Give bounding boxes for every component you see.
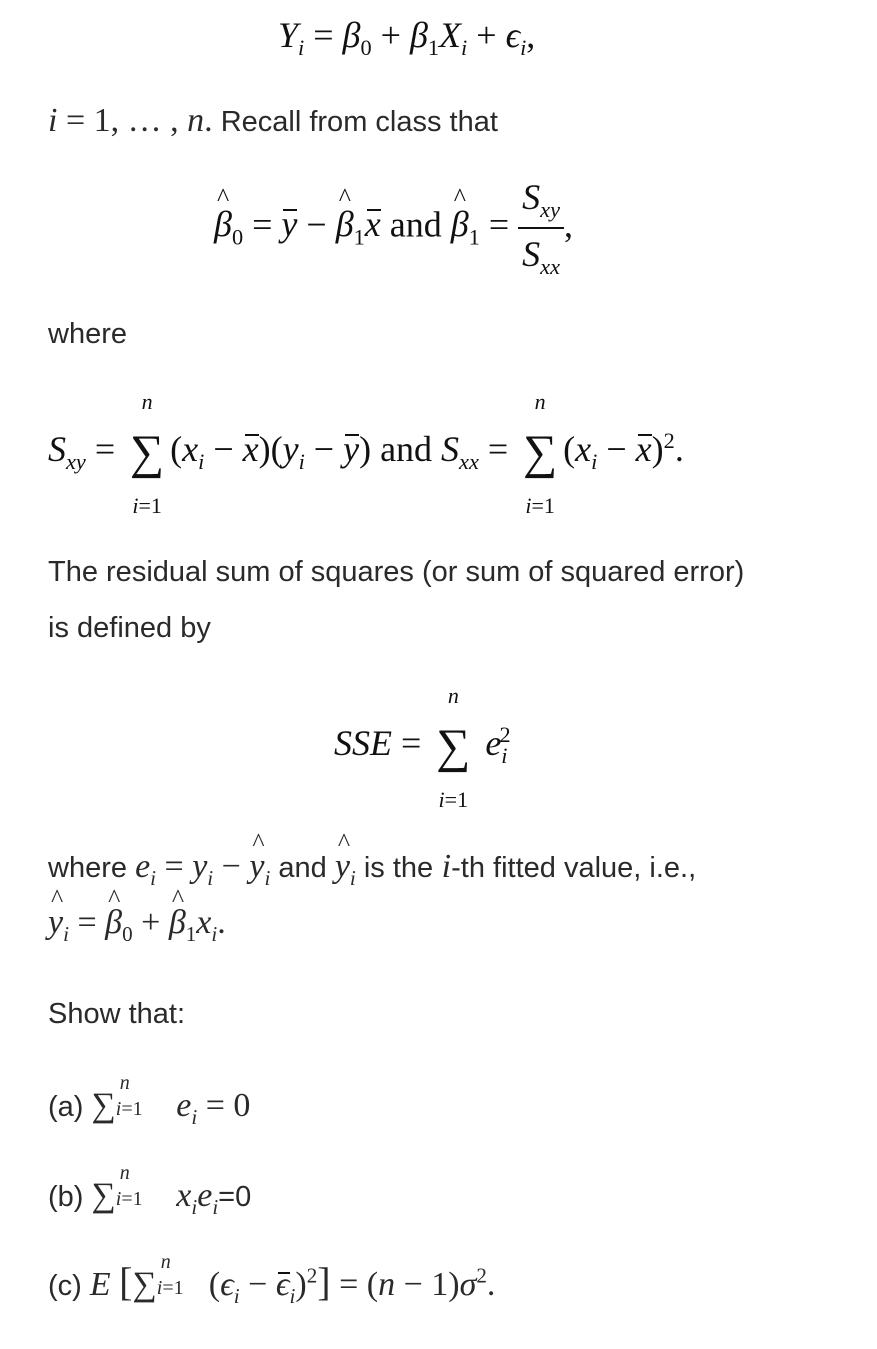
equation-sums: $S_{xy}$ = n ∑ i=1 $(x_i - x)(y_i - y)$ and $S_{xx}$ = n ∑ i=1 $(x_i - x)^2$. (48, 388, 684, 518)
part-b: (b) ∑ n i=1 $x_ie_i=0$ (48, 1162, 252, 1219)
part-a: (a) ∑ n i=1 $e_i = 0$ (48, 1072, 251, 1129)
residual-definition: where $e_i = y_i$ − ^ $y_i$ and ^ $y_i$ is the i-th fitted value, i.e., (48, 848, 696, 891)
rss-paragraph-line-1: The residual sum of squares (or sum of squared error) (48, 556, 745, 588)
part-c: (c) E [∑ n i=1 $(\epsilon_i - \epsilon_i)^2] = (n - 1)\sigma^2$. (48, 1251, 496, 1308)
rss-paragraph-line-2: is defined by (48, 612, 211, 644)
show-that-label: Show that: (48, 998, 186, 1030)
sum-symbol: n ∑ i=1 (523, 388, 558, 518)
sum-symbol: n ∑ i=1 (130, 388, 165, 518)
recall-text: Recall from class that (220, 106, 498, 138)
where-label: where (48, 318, 127, 350)
residual-where: where (48, 852, 127, 884)
fraction-sxy-sxx: $\frac{S_{xy}}{S_{xx}}$ (518, 176, 564, 280)
part-c-label: (c) (48, 1270, 82, 1302)
fitted-value-line: ^ $y_i$ = ^ $\beta_0$ + ^ $\beta_1x_i$. (48, 904, 226, 947)
equation-model: $Y_i = \beta_0 + \beta_1X_i + \epsilon_i$, (278, 15, 536, 61)
residual-is-the: is the (363, 852, 434, 884)
index-line: i = 1, … , n. Recall from class that (48, 102, 498, 139)
equation-estimators: ^ $\beta_0 = y$ − ^ $\beta_1x$ and ^ $\beta_1$ = $\frac{S_{xy}}{S_{xx}}$ , (214, 176, 573, 280)
residual-and: and (278, 852, 327, 884)
part-a-label: (a) (48, 1091, 84, 1123)
equation-sse: SSE = n ∑ i=1 $e_i^2$ (334, 682, 511, 812)
part-b-label: (b) (48, 1181, 84, 1213)
sum-symbol: n ∑ i=1 (436, 682, 471, 812)
residual-fitted-text: -th fitted value, i.e., (451, 852, 697, 884)
